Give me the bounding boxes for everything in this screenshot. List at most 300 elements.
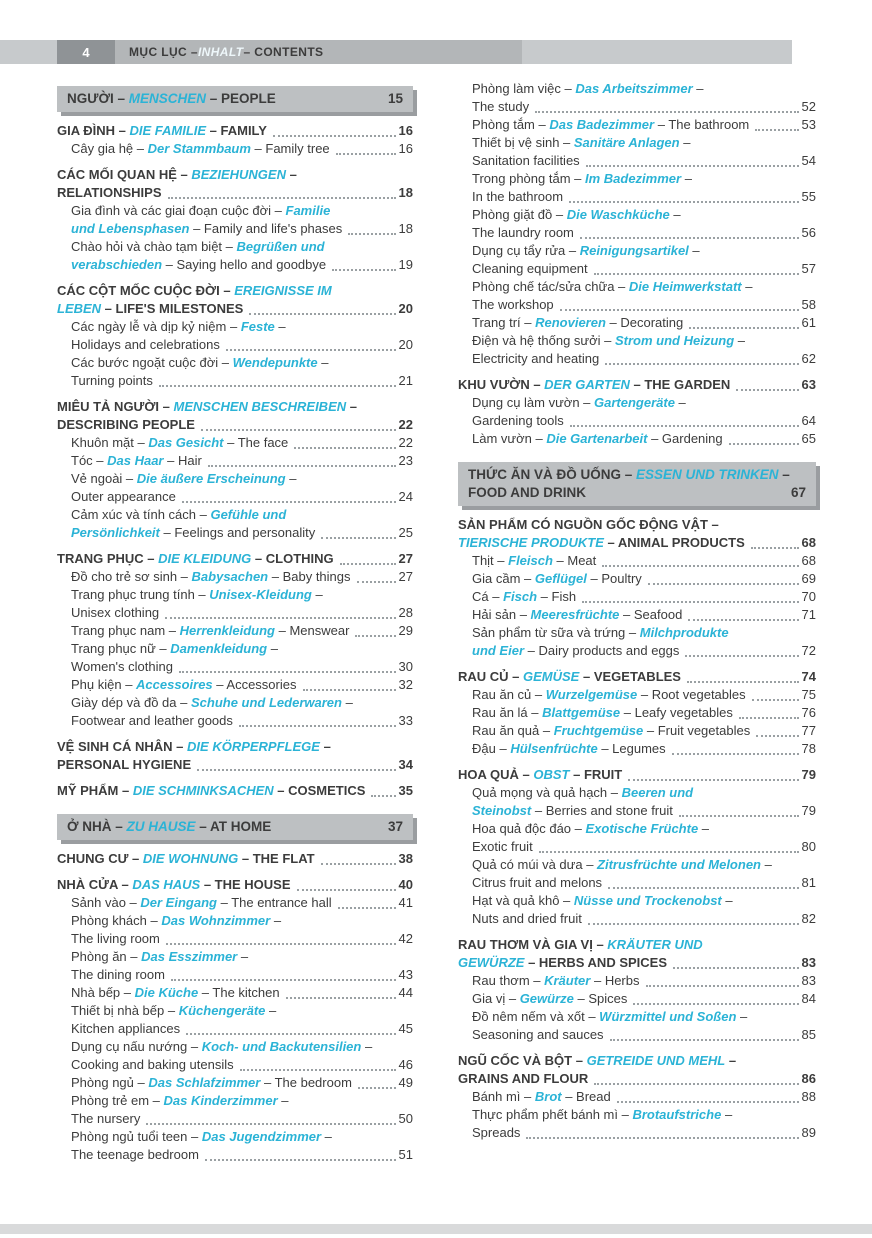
header-title-vi: MỤC LỤC –: [129, 45, 198, 59]
german-term: GEWÜRZE: [458, 955, 525, 970]
toc-item: [458, 1088, 816, 1106]
toc-line: [57, 876, 413, 894]
dot-leader: [729, 443, 799, 445]
toc-entry-text: [472, 80, 703, 98]
dot-leader: [239, 725, 396, 727]
toc-item: [458, 570, 816, 588]
toc-line: [57, 398, 413, 416]
toc-item: [57, 894, 413, 912]
toc-line: [71, 488, 413, 506]
page-number: 29: [398, 623, 413, 638]
text-segment: The living room: [71, 931, 160, 946]
text-segment: RAU THƠM VÀ GIA VỊ –: [458, 937, 608, 952]
text-segment: – Saying hello and goodbye: [162, 257, 327, 272]
dot-leader: [673, 967, 799, 969]
toc-entry-text: [71, 930, 160, 948]
page-number: 76: [801, 705, 816, 720]
text-segment: –: [267, 641, 278, 656]
text-segment: Phòng khách –: [71, 913, 162, 928]
page-number: 42: [398, 931, 413, 946]
german-term: Gewürze: [519, 991, 574, 1006]
toc-item: [458, 332, 816, 368]
text-segment: The study: [472, 99, 530, 114]
toc-line: [472, 1124, 816, 1142]
toc-line: [472, 856, 816, 874]
german-term: BEZIEHUNGEN: [191, 167, 286, 182]
dot-leader: [679, 815, 799, 817]
dot-leader: [332, 269, 395, 271]
text-segment: VỆ SINH CÁ NHÂN –: [57, 739, 188, 754]
german-term: Schuhe und Lederwaren: [190, 695, 342, 710]
text-segment: –: [317, 355, 329, 370]
toc-entry-text: [57, 300, 243, 318]
toc-line: [472, 260, 816, 278]
text-segment: Seasoning and sauces: [472, 1027, 604, 1042]
toc-entry-text: [71, 568, 351, 586]
toc-entry-text: [472, 910, 582, 928]
text-segment: MIÊU TẢ NGƯỜI –: [57, 399, 174, 414]
toc-chapter: [458, 1052, 816, 1088]
text-segment: Trong phòng tắm –: [472, 171, 585, 186]
toc-line: [57, 166, 413, 184]
text-segment: – ANIMAL PRODUCTS: [603, 535, 745, 550]
text-segment: Unisex clothing: [71, 605, 160, 620]
toc-line: [472, 892, 816, 910]
text-segment: Bánh mì –: [472, 1089, 535, 1104]
toc-entry-text: [472, 242, 700, 260]
text-segment: –: [346, 399, 357, 414]
dot-leader: [171, 979, 396, 981]
dot-leader: [294, 447, 395, 449]
toc-chapter: [57, 282, 413, 318]
toc-chapter: [458, 668, 816, 686]
german-term: Unisex-Kleidung: [209, 587, 312, 602]
german-term: Das Esszimmer: [141, 949, 238, 964]
page-number: 45: [398, 1021, 413, 1036]
toc-item: [458, 170, 816, 206]
page-number: 50: [398, 1111, 413, 1126]
toc-entry-text: [472, 588, 576, 606]
toc-item: [57, 452, 413, 470]
dot-leader: [286, 997, 396, 999]
toc-chapter: [458, 936, 816, 972]
toc-line: [71, 318, 413, 336]
text-segment: GRAINS AND FLOUR: [458, 1071, 589, 1086]
text-segment: – Family tree: [250, 141, 330, 156]
toc-line: [57, 550, 413, 568]
text-segment: –: [265, 1003, 277, 1018]
text-segment: Đồ nêm nếm và xốt –: [472, 1009, 600, 1024]
text-segment: –: [237, 949, 249, 964]
toc-entry-text: [71, 372, 153, 390]
dot-leader: [186, 1033, 395, 1035]
german-term: Blattgemüse: [542, 705, 621, 720]
dot-leader: [208, 465, 396, 467]
german-term: Koch- und Backutensilien: [201, 1039, 362, 1054]
toc-line: [71, 676, 413, 694]
text-segment: Exotic fruit: [472, 839, 533, 854]
page-number: 18: [398, 221, 413, 236]
toc-item: [458, 206, 816, 242]
toc-entry-text: [71, 984, 280, 1002]
page-number: 58: [801, 297, 816, 312]
text-segment: Nuts and dried fruit: [472, 911, 582, 926]
text-segment: –: [734, 333, 745, 348]
toc-chapter: [57, 166, 413, 202]
dot-leader: [752, 699, 799, 701]
toc-line: [71, 452, 413, 470]
toc-entry-text: [472, 206, 681, 224]
toc-entry-text: [71, 1002, 276, 1020]
german-term: Sanitäre Anlagen: [573, 135, 680, 150]
german-term: DIE WOHNUNG: [142, 851, 239, 866]
text-segment: –: [285, 167, 297, 182]
toc-line: [472, 430, 816, 448]
dot-leader: [560, 309, 799, 311]
text-segment: –: [361, 1039, 373, 1054]
german-term: Gefühle und: [210, 507, 287, 522]
text-segment: Trang phục nữ –: [71, 641, 171, 656]
page-number: 20: [398, 337, 413, 352]
dot-leader: [689, 327, 798, 329]
toc-line: [57, 738, 413, 756]
toc-entry-text: [57, 166, 297, 184]
toc-entry-text: [67, 818, 271, 836]
page-number: 78: [801, 741, 816, 756]
text-segment: Citrus fruit and melons: [472, 875, 603, 890]
toc-entry-text: [71, 256, 326, 274]
text-segment: –: [721, 1107, 733, 1122]
page-bottom-edge: [0, 1224, 872, 1234]
text-segment: KHU VƯỜN –: [458, 377, 545, 392]
toc-entry-text: [57, 738, 331, 756]
section-header: [57, 814, 413, 840]
text-segment: MỸ PHẨM –: [57, 783, 133, 798]
toc-item: [458, 784, 816, 820]
toc-chapter: [57, 876, 413, 894]
toc-entry-text: [71, 1092, 289, 1110]
text-segment: – Legumes: [597, 741, 666, 756]
dot-leader: [602, 565, 798, 567]
page-number: 41: [398, 895, 413, 910]
dot-leader: [580, 237, 799, 239]
toc-chapter: [458, 376, 816, 394]
toc-entry-text: [472, 972, 640, 990]
toc-line: [71, 1002, 413, 1020]
toc-item: [458, 686, 816, 704]
text-segment: Các bước ngoặt cuộc đời –: [71, 355, 233, 370]
dot-leader: [688, 619, 798, 621]
toc-line: [57, 756, 413, 774]
text-segment: Gia cầm –: [472, 571, 535, 586]
text-segment: Điện và hệ thống sưởi –: [472, 333, 615, 348]
toc-line: [472, 606, 816, 624]
toc-line: [71, 434, 413, 452]
text-segment: – Gardening: [647, 431, 723, 446]
text-segment: Vẻ ngoài –: [71, 471, 137, 486]
toc-item: [57, 1128, 413, 1164]
page-number: 38: [398, 851, 413, 866]
toc-entry-text: [472, 686, 746, 704]
dot-leader: [166, 943, 396, 945]
text-segment: –: [319, 739, 331, 754]
dot-leader: [297, 889, 396, 891]
german-term: Kräuter: [544, 973, 591, 988]
german-term: Meeresfrüchte: [530, 607, 620, 622]
toc-entry-text: [472, 1124, 520, 1142]
toc-chapter: [458, 516, 816, 552]
text-segment: Cây gia hệ –: [71, 141, 148, 156]
dot-leader: [594, 1083, 798, 1085]
dot-leader: [273, 135, 396, 137]
toc-entry-text: [71, 354, 328, 372]
german-term: Strom und Heizung: [614, 333, 735, 348]
toc-item: [458, 624, 816, 660]
text-segment: Rau ăn quả –: [472, 723, 554, 738]
toc-entry-text: [71, 894, 332, 912]
toc-entry-text: [472, 838, 533, 856]
toc-item: [57, 318, 413, 354]
page-number: 77: [801, 723, 816, 738]
toc-line: [71, 506, 413, 524]
toc-line: [472, 188, 816, 206]
page-number: 83: [801, 973, 816, 988]
page-number: 28: [398, 605, 413, 620]
german-term: Nüsse und Trockenobst: [573, 893, 722, 908]
text-segment: – Fruit vegetables: [643, 723, 751, 738]
toc-item: [458, 278, 816, 314]
german-term: Die Gartenarbeit: [546, 431, 648, 446]
text-segment: Rau thơm –: [472, 973, 545, 988]
toc-line: [472, 1106, 816, 1124]
toc-item: [57, 676, 413, 694]
toc-line: [472, 722, 816, 740]
toc-line: [71, 1038, 413, 1056]
german-term: Feste: [240, 319, 275, 334]
toc-item: [458, 1008, 816, 1044]
text-segment: CHUNG CƯ –: [57, 851, 143, 866]
dot-leader: [249, 313, 395, 315]
text-segment: – Decorating: [605, 315, 684, 330]
text-segment: – THE GARDEN: [629, 377, 731, 392]
toc-item: [57, 622, 413, 640]
text-segment: – The face: [223, 435, 289, 450]
german-term: Fleisch: [508, 553, 553, 568]
toc-line: [71, 984, 413, 1002]
text-segment: Phòng tắm –: [472, 117, 550, 132]
dot-leader: [608, 887, 798, 889]
text-segment: Kitchen appliances: [71, 1021, 181, 1036]
toc-entry-text: [57, 184, 162, 202]
toc-entry-text: [472, 856, 772, 874]
toc-entry-text: [458, 954, 667, 972]
text-segment: Trang phục nam –: [71, 623, 180, 638]
toc-line: [472, 412, 816, 430]
text-segment: Cooking and baking utensils: [71, 1057, 234, 1072]
toc-entry-text: [458, 766, 622, 784]
text-segment: – Accessories: [212, 677, 297, 692]
toc-item: [458, 394, 816, 430]
toc-line: [71, 238, 413, 256]
dot-leader: [336, 153, 396, 155]
dot-leader: [168, 197, 396, 199]
text-segment: –: [285, 471, 297, 486]
page-number: 56: [801, 225, 816, 240]
german-term: DIE KÖRPERPFLEGE: [187, 739, 320, 754]
page-number: 32: [398, 677, 413, 692]
german-term: Das Badezimmer: [549, 117, 655, 132]
toc-entry-text: [472, 278, 752, 296]
text-segment: Trang phục trung tính –: [71, 587, 210, 602]
german-term: Würzmittel und Soßen: [599, 1009, 737, 1024]
toc-item: [458, 314, 816, 332]
text-segment: Thiết bị nhà bếp –: [71, 1003, 179, 1018]
german-term: DAS HAUS: [132, 877, 201, 892]
toc-line: [472, 350, 816, 368]
toc-entry-text: [472, 552, 596, 570]
dot-leader: [569, 201, 798, 203]
toc-entry-text: [57, 876, 291, 894]
page-number: 80: [801, 839, 816, 854]
toc-line: [71, 966, 413, 984]
toc-line: [71, 894, 413, 912]
text-segment: Khuôn mặt –: [71, 435, 149, 450]
page-number: 53: [801, 117, 816, 132]
page-number: 43: [398, 967, 413, 982]
text-segment: – Hair: [163, 453, 202, 468]
dot-leader: [582, 601, 798, 603]
german-term: Das Jugendzimmer: [201, 1129, 322, 1144]
text-segment: Women's clothing: [71, 659, 173, 674]
text-segment: The teenage bedroom: [71, 1147, 199, 1162]
toc-entry-text: [71, 1056, 234, 1074]
toc-entry-text: [472, 98, 529, 116]
page-number: 69: [801, 571, 816, 586]
text-segment: The workshop: [472, 297, 554, 312]
toc-entry-text: [71, 470, 296, 488]
dot-leader: [739, 717, 799, 719]
toc-line: [472, 624, 816, 642]
page-number: 19: [398, 257, 413, 272]
dot-leader: [321, 863, 396, 865]
dot-leader: [588, 923, 799, 925]
toc-entry-text: [472, 314, 683, 332]
page-number: 21: [398, 373, 413, 388]
toc-entry-text: [71, 712, 233, 730]
german-term: verabschieden: [71, 257, 163, 272]
text-segment: Phòng ăn –: [71, 949, 142, 964]
text-segment: Sanitation facilities: [472, 153, 580, 168]
page-number: 68: [801, 553, 816, 568]
text-segment: Holidays and celebrations: [71, 337, 220, 352]
toc-entry-text: [71, 1128, 332, 1146]
text-segment: Gia đình và các giai đoạn cuộc đời –: [71, 203, 286, 218]
toc-line: [71, 336, 413, 354]
text-segment: –: [669, 207, 681, 222]
toc-item: [458, 856, 816, 892]
toc-line: [458, 534, 816, 552]
toc-line: [472, 98, 816, 116]
german-term: Begrüßen und: [236, 239, 325, 254]
header-title-de: INHALT: [197, 45, 244, 59]
toc-entry-text: [57, 550, 334, 568]
dot-leader: [182, 501, 396, 503]
toc-entry-text: [71, 488, 176, 506]
text-segment: Đồ cho trẻ sơ sinh –: [71, 569, 192, 584]
text-segment: Đậu –: [472, 741, 511, 756]
toc-entry-text: [71, 948, 248, 966]
toc-line: [468, 484, 806, 502]
text-segment: – THE HOUSE: [200, 877, 291, 892]
text-segment: –: [688, 243, 700, 258]
toc-entry-text: [71, 966, 165, 984]
toc-entry-text: [71, 658, 173, 676]
toc-line: [472, 704, 816, 722]
german-term: Brotaufstriche: [632, 1107, 722, 1122]
page-number: 20: [398, 301, 413, 316]
text-segment: THỨC ĂN VÀ ĐỒ UỐNG –: [468, 467, 636, 482]
text-segment: Dụng cụ tẩy rửa –: [472, 243, 580, 258]
german-term: Hülsenfrüchte: [510, 741, 598, 756]
toc-line: [71, 1074, 413, 1092]
page-number: 16: [398, 123, 413, 138]
toc-line: [71, 354, 413, 372]
toc-line: [71, 1128, 413, 1146]
toc-item: [458, 134, 816, 170]
text-segment: Quả mọng và quả hạch –: [472, 785, 622, 800]
text-segment: RAU CỦ –: [458, 669, 524, 684]
text-segment: Quả có múi và dưa –: [472, 857, 598, 872]
section-header: [57, 86, 413, 112]
toc-entry-text: [71, 506, 286, 524]
dot-leader: [736, 389, 798, 391]
text-segment: Turning points: [71, 373, 153, 388]
text-segment: Gardening tools: [472, 413, 564, 428]
text-segment: Outer appearance: [71, 489, 176, 504]
toc-line: [71, 202, 413, 220]
text-segment: SẢN PHẨM CÓ NGUỒN GỐC ĐỘNG VẬT –: [458, 517, 719, 532]
text-segment: Cleaning equipment: [472, 261, 588, 276]
page-number: 74: [801, 669, 816, 684]
text-segment: – Bread: [561, 1089, 611, 1104]
page-number: 23: [398, 453, 413, 468]
german-term: DIE FAMILIE: [129, 123, 207, 138]
toc-line: [71, 604, 413, 622]
dot-leader: [633, 1003, 798, 1005]
text-segment: – The bathroom: [654, 117, 750, 132]
toc-entry-text: [472, 350, 599, 368]
toc-entry-text: [71, 524, 315, 542]
dot-leader: [646, 985, 799, 987]
dot-leader: [303, 689, 396, 691]
toc-line: [57, 184, 413, 202]
toc-line: [57, 782, 413, 800]
toc-item: [57, 984, 413, 1002]
text-segment: –: [341, 695, 353, 710]
dot-leader: [197, 769, 395, 771]
toc-line: [71, 220, 413, 238]
page-number: 61: [801, 315, 816, 330]
german-term: DIE KLEIDUNG: [158, 551, 252, 566]
toc-entry-text: [458, 668, 681, 686]
toc-line: [472, 1088, 816, 1106]
text-segment: – Leafy vegetables: [620, 705, 733, 720]
text-segment: – Seafood: [619, 607, 683, 622]
text-segment: –: [698, 821, 710, 836]
text-segment: Nhà bếp –: [71, 985, 135, 1000]
toc-line: [67, 90, 403, 108]
text-segment: – FRUIT: [569, 767, 623, 782]
